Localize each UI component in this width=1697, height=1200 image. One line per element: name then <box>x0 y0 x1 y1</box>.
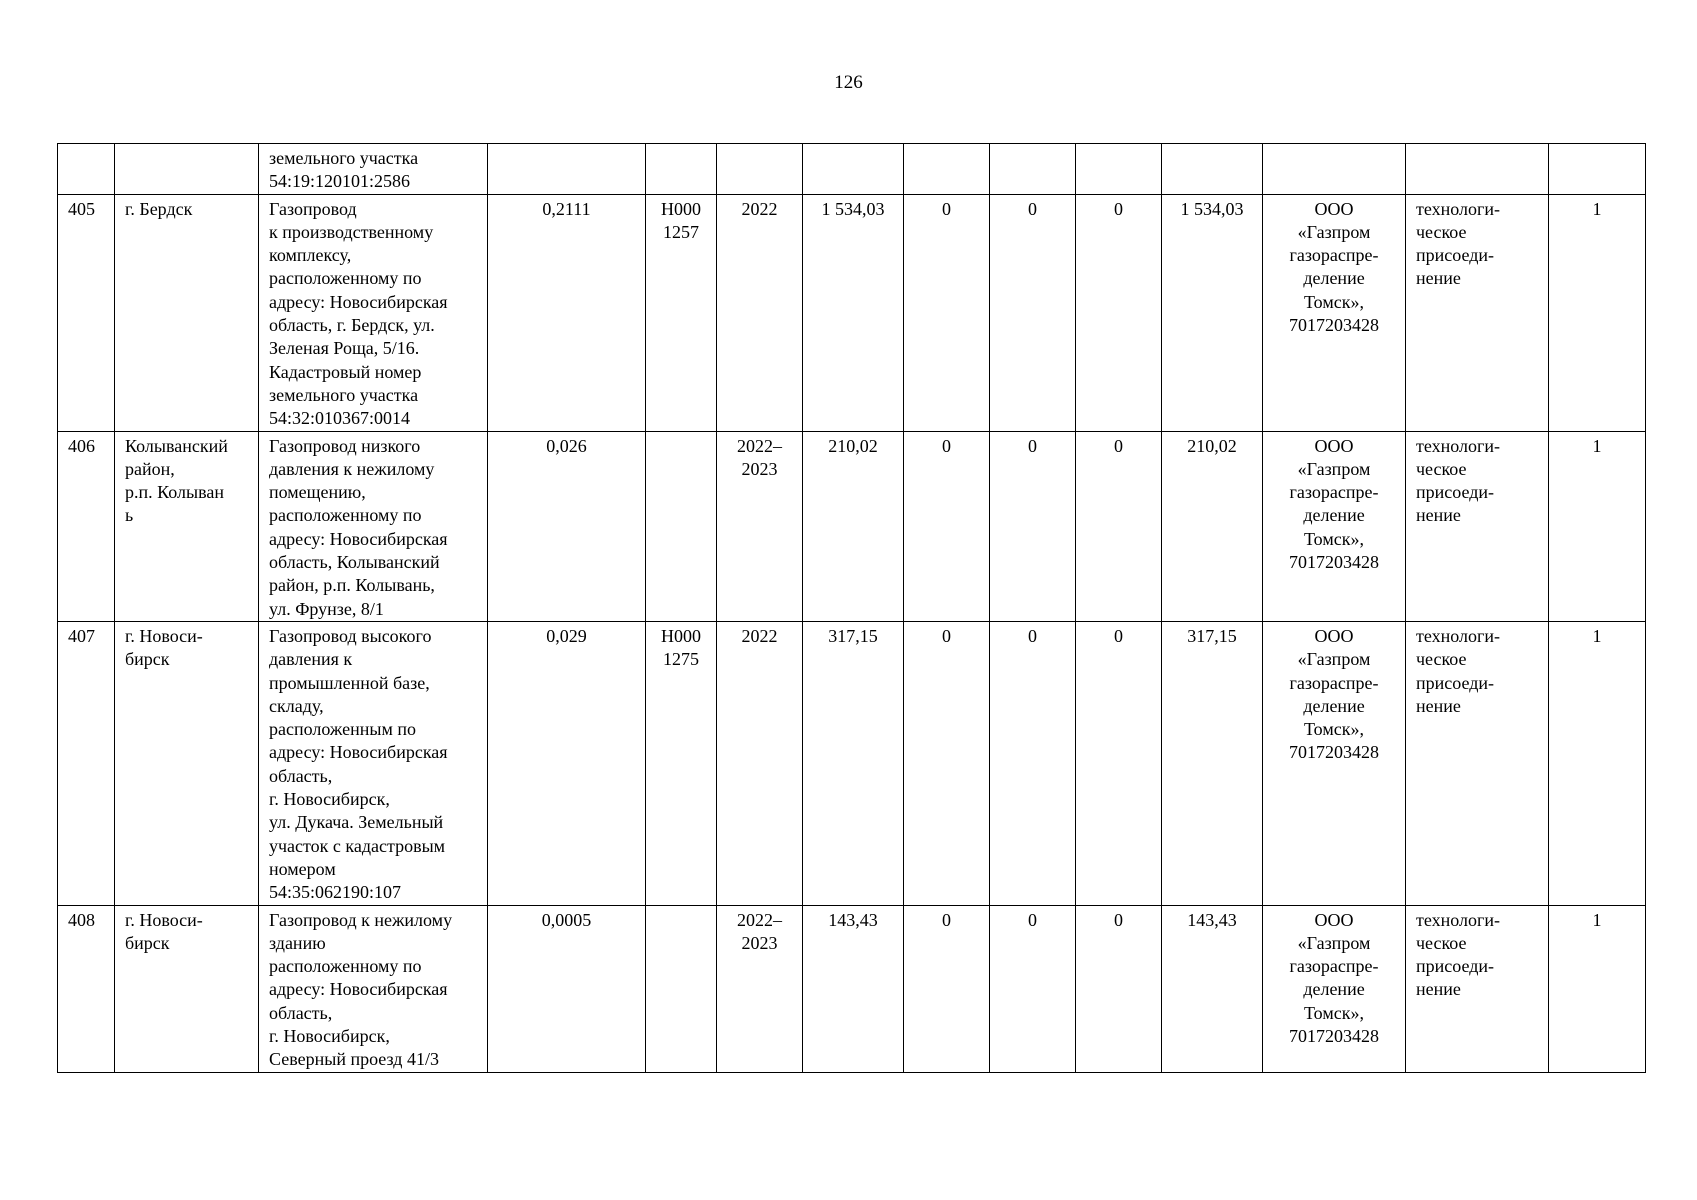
value-cell: 317,15 <box>1162 621 1263 905</box>
location-cell: г. Бердск <box>115 194 259 431</box>
table-row <box>58 431 1646 621</box>
object-name-cell: земельного участка 54:19:120101:2586 <box>259 144 488 195</box>
code-cell: Н000 1275 <box>646 621 717 905</box>
value-cell: 0 <box>990 431 1076 621</box>
total-cost-cell: 210,02 <box>803 431 904 621</box>
value-cell <box>904 144 990 195</box>
investment-table <box>57 143 1646 1073</box>
value-cell: 0 <box>1076 905 1162 1072</box>
count-cell: 1 <box>1549 194 1646 431</box>
total-cost-cell: 1 534,03 <box>803 194 904 431</box>
purpose-cell: технологи- ческое присоеди- нение <box>1406 431 1549 621</box>
period-cell: 2022 <box>717 621 803 905</box>
owner-cell: ООО «Газпром газораспре- деление Томск», 7017203428 <box>1263 194 1406 431</box>
period-cell: 2022– 2023 <box>717 431 803 621</box>
row-number: 408 <box>58 905 115 1072</box>
purpose-cell: технологи- ческое присоеди- нение <box>1406 194 1549 431</box>
count-cell <box>1549 144 1646 195</box>
location-cell: г. Новоси- бирск <box>115 905 259 1072</box>
value-cell: 0 <box>990 194 1076 431</box>
owner-cell: ООО «Газпром газораспре- деление Томск», 7017203428 <box>1263 905 1406 1072</box>
value-cell <box>1076 144 1162 195</box>
count-cell: 1 <box>1549 905 1646 1072</box>
owner-cell: ООО «Газпром газораспре- деление Томск», 7017203428 <box>1263 621 1406 905</box>
value-cell: 0 <box>904 905 990 1072</box>
length-cell <box>488 144 646 195</box>
period-cell <box>717 144 803 195</box>
object-name-cell: Газопровод высокого давления к промышленной базе, складу, расположенным по адресу: Новосибирская область, г. Новосибирск, ул. Дукача. Земельный участок с кадастровым номером 54:35:062190:107 <box>259 621 488 905</box>
value-cell: 210,02 <box>1162 431 1263 621</box>
length-cell: 0,0005 <box>488 905 646 1072</box>
row-number <box>58 144 115 195</box>
table-row <box>58 905 1646 1072</box>
value-cell: 0 <box>904 621 990 905</box>
table-row <box>58 621 1646 905</box>
value-cell: 0 <box>1076 194 1162 431</box>
code-cell <box>646 905 717 1072</box>
value-cell <box>990 144 1076 195</box>
object-name-cell: Газопровод к производственному комплексу, расположенному по адресу: Новосибирская область, г. Бердск, ул. Зеленая Роща, 5/16. Кадастровый номер земельного участка 54:32:010367:0014 <box>259 194 488 431</box>
value-cell <box>1162 144 1263 195</box>
period-cell: 2022– 2023 <box>717 905 803 1072</box>
total-cost-cell <box>803 144 904 195</box>
table-row <box>58 144 1646 195</box>
value-cell: 0 <box>990 621 1076 905</box>
location-cell: Колыванский район, р.п. Колыван ь <box>115 431 259 621</box>
length-cell: 0,029 <box>488 621 646 905</box>
period-cell: 2022 <box>717 194 803 431</box>
row-number: 405 <box>58 194 115 431</box>
value-cell: 0 <box>1076 621 1162 905</box>
length-cell: 0,026 <box>488 431 646 621</box>
row-number: 406 <box>58 431 115 621</box>
total-cost-cell: 317,15 <box>803 621 904 905</box>
code-cell: Н000 1257 <box>646 194 717 431</box>
code-cell <box>646 144 717 195</box>
object-name-cell: Газопровод к нежилому зданию расположенному по адресу: Новосибирская область, г. Новосибирск, Северный проезд 41/3 <box>259 905 488 1072</box>
length-cell: 0,2111 <box>488 194 646 431</box>
owner-cell <box>1263 144 1406 195</box>
row-number: 407 <box>58 621 115 905</box>
owner-cell: ООО «Газпром газораспре- деление Томск», 7017203428 <box>1263 431 1406 621</box>
value-cell: 0 <box>1076 431 1162 621</box>
total-cost-cell: 143,43 <box>803 905 904 1072</box>
code-cell <box>646 431 717 621</box>
value-cell: 0 <box>990 905 1076 1072</box>
value-cell: 1 534,03 <box>1162 194 1263 431</box>
page-number: 126 <box>834 72 863 93</box>
count-cell: 1 <box>1549 431 1646 621</box>
table-row <box>58 194 1646 431</box>
location-cell <box>115 144 259 195</box>
purpose-cell: технологи- ческое присоеди- нение <box>1406 905 1549 1072</box>
location-cell: г. Новоси- бирск <box>115 621 259 905</box>
purpose-cell <box>1406 144 1549 195</box>
value-cell: 143,43 <box>1162 905 1263 1072</box>
count-cell: 1 <box>1549 621 1646 905</box>
purpose-cell: технологи- ческое присоеди- нение <box>1406 621 1549 905</box>
object-name-cell: Газопровод низкого давления к нежилому помещению, расположенному по адресу: Новосибирская область, Колыванский район, р.п. Колывань, ул. Фрунзе, 8/1 <box>259 431 488 621</box>
value-cell: 0 <box>904 431 990 621</box>
value-cell: 0 <box>904 194 990 431</box>
